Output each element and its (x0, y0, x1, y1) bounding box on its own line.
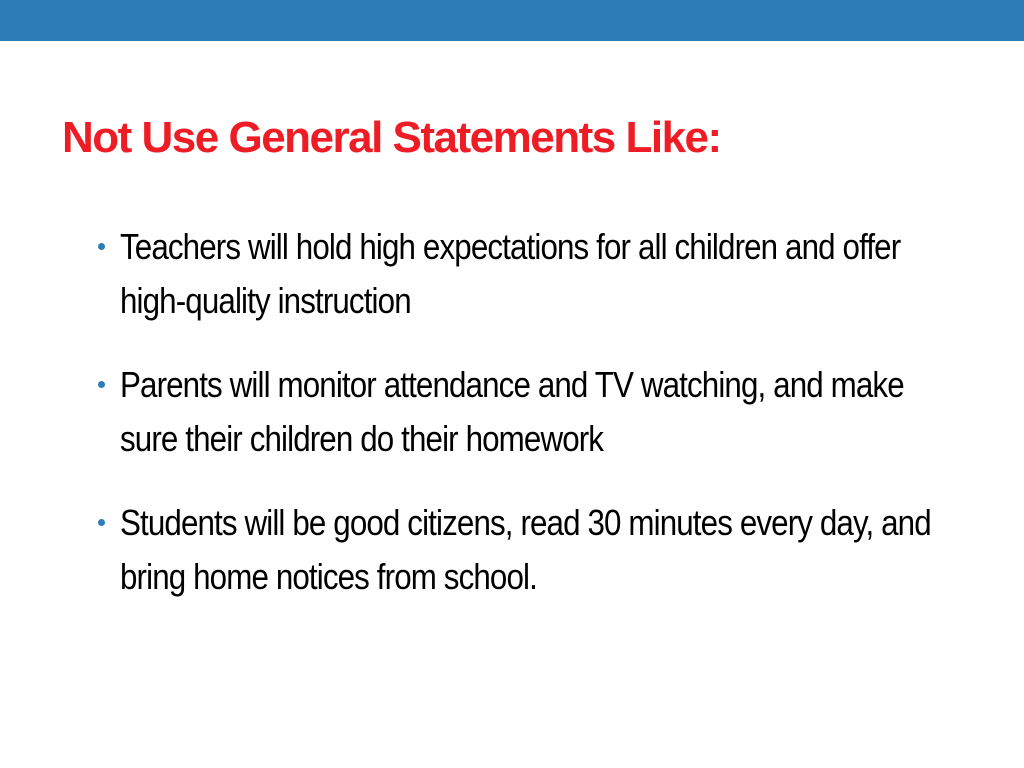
bullet-text: Students will be good citizens, read 30 minutes every day, and bring home notices from school. (120, 502, 931, 597)
top-accent-bar (0, 0, 1024, 41)
bullet-item-parents (98, 358, 978, 466)
bullet-item-teachers (98, 220, 978, 328)
bullet-dot-icon (98, 243, 105, 250)
bullet-text: Parents will monitor attendance and TV watching, and make sure their children do their homework (120, 364, 904, 459)
bullet-dot-icon (98, 381, 105, 388)
bullet-dot-icon (98, 519, 105, 526)
slide-title: Not Use General Statements Like: (62, 113, 721, 162)
bullet-item-students (98, 496, 978, 604)
bullet-text: Teachers will hold high expectations for all children and offer high-quality instruction (120, 226, 901, 321)
bullet-list (98, 220, 978, 634)
